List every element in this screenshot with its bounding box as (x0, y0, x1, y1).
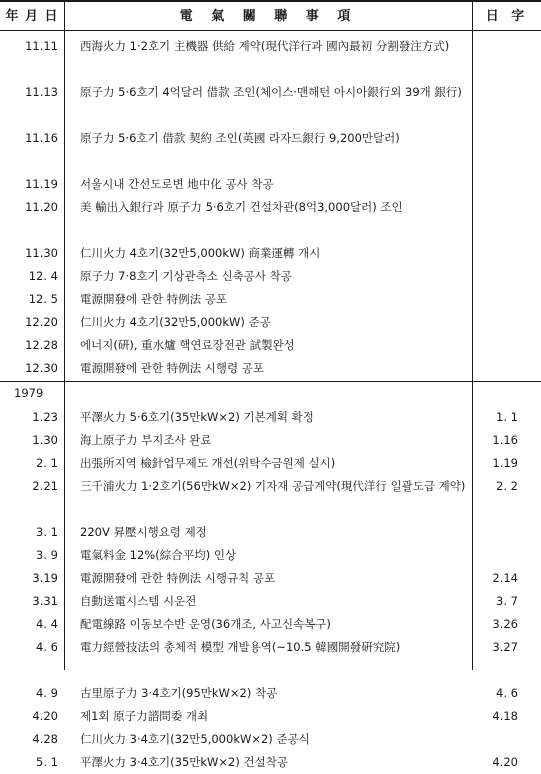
row-date: 11.16 (25, 131, 58, 145)
row-event: 自動送電시스템 시운전 (80, 594, 197, 608)
row-date: 1.23 (32, 410, 58, 424)
row-day: 4.18 (492, 709, 518, 723)
row-date: 12.20 (25, 315, 58, 329)
table-row (0, 728, 541, 751)
table-row (0, 288, 541, 311)
row-date: 12. 5 (28, 292, 58, 306)
row-date: 11.19 (25, 177, 58, 191)
table-row (0, 173, 541, 196)
row-event: 原子力 5·6호기 借款 契約 조인(英國 라자드銀行 9,200만달러) (80, 131, 400, 145)
row-date: 2. 1 (36, 456, 58, 470)
row-date: 12. 4 (28, 269, 58, 283)
row-date: 4. 6 (36, 640, 58, 654)
row-date: 1.30 (32, 433, 58, 447)
row-date: 11.30 (25, 246, 58, 260)
table-row (0, 81, 541, 127)
table-row (0, 567, 541, 590)
row-day: 3.26 (492, 617, 518, 631)
table-row (0, 406, 541, 429)
table-row (0, 242, 541, 265)
table-row (0, 429, 541, 452)
row-event: 海上原子力 부지조사 완료 (80, 433, 212, 447)
row-day: 1. 1 (496, 410, 518, 424)
row-date: 4. 9 (36, 686, 58, 700)
table-row (0, 35, 541, 81)
row-event: 電源開發에 관한 特例法 시행규칙 공포 (80, 571, 276, 585)
row-date: 4.20 (32, 709, 58, 723)
row-day: 3. 7 (496, 594, 518, 608)
table-row (0, 636, 541, 682)
row-date: 5. 1 (36, 755, 58, 769)
table-row (0, 311, 541, 334)
table-row (0, 521, 541, 544)
table-row (0, 613, 541, 636)
row-event: 仁川火力 4호기(32만5,000kW) 商業運轉 개시 (80, 246, 321, 260)
row-event: 原子力 7·8호기 기상관측소 신축공사 착공 (80, 269, 292, 283)
row-event: 제1회 原子力諮問委 개최 (80, 709, 209, 723)
row-date: 12.30 (25, 361, 58, 375)
row-date: 3. 9 (36, 548, 58, 562)
row-event: 仁川火力 3·4호기(32만5,000kW×2) 준공식 (80, 732, 310, 746)
row-event: 古里原子力 3·4호기(95만kW×2) 착공 (80, 686, 278, 700)
row-event: 平澤火力 5·6호기(35만kW×2) 기본계획 확정 (80, 410, 314, 424)
row-event: 에너지(硏), 重水爐 핵연료장전관 試製완성 (80, 338, 295, 352)
row-date: 3. 1 (36, 525, 58, 539)
row-event: 電氣料金 12%(綜合平均) 인상 (80, 548, 237, 562)
row-event: 220V 昇壓시행요령 제정 (80, 525, 207, 539)
row-event: 三千浦火力 1·2호기(56만kW×2) 기자재 공급계약(現代洋行 일괄도급 계약) (80, 479, 466, 493)
table-row (0, 452, 541, 475)
row-day: 3.27 (492, 640, 518, 654)
table-header (0, 0, 541, 31)
row-date: 4. 4 (36, 617, 58, 631)
row-date: 11.11 (25, 39, 58, 53)
table-row (0, 265, 541, 288)
row-date: 12.28 (25, 338, 58, 352)
table-row (0, 751, 541, 774)
row-event: 平澤火力 3·4호기(35만kW×2) 건설착공 (80, 755, 288, 769)
row-day: 2.14 (492, 571, 518, 585)
row-event: 電源開發에 관한 特例法 시행령 공포 (80, 361, 264, 375)
row-day: 4.20 (492, 755, 518, 769)
row-date: 4.28 (32, 732, 58, 746)
table-row (0, 590, 541, 613)
table-row (0, 127, 541, 173)
header-day: 日 字 (485, 9, 529, 24)
row-event: 美 輸出入銀行과 原子力 5·6호기 건설차관(8억3,000달러) 조인 (80, 200, 403, 214)
table-row (0, 544, 541, 567)
table-row (0, 334, 541, 357)
row-date: 11.13 (25, 85, 58, 99)
row-event: 出張所지역 檢針업무제도 개선(위탁수금원제 실시) (80, 456, 336, 470)
table-row (0, 357, 541, 380)
header-event: 電 氣 關 聯 事 項 (179, 9, 358, 24)
header-date: 年 月 日 (5, 9, 59, 24)
row-event: 電源開發에 관한 特例法 공포 (80, 292, 228, 306)
table-row (0, 196, 541, 242)
row-date: 2.21 (32, 479, 58, 493)
row-event: 電力經營技法의 총체적 模型 개발용역(~10.5 韓國開發硏究院) (80, 640, 401, 654)
row-day: 4. 6 (496, 686, 518, 700)
year-label: 1979 (14, 386, 44, 400)
row-date: 3.31 (32, 594, 58, 608)
row-event: 仁川火力 4호기(32만5,000kW) 준공 (80, 315, 271, 329)
row-event: 原子力 5·6호기 4억달러 借款 조인(체이스·맨해턴 아시아銀行외 39개 銀行) (80, 85, 462, 99)
row-event: 西海火力 1·2호기 主機器 供給 계약(現代洋行과 國內最初 分割發注方式) (80, 39, 450, 53)
row-day: 1.19 (492, 456, 518, 470)
table-row (0, 705, 541, 728)
row-day: 1.16 (492, 433, 518, 447)
table-row (0, 475, 541, 521)
row-date: 11.20 (25, 200, 58, 214)
table-row (0, 682, 541, 705)
row-event: 配電線路 이동보수반 운영(36개조, 사고신속복구) (80, 617, 331, 631)
row-event: 서울시내 간선도로변 地中化 공사 착공 (80, 177, 274, 191)
year-divider (0, 381, 541, 382)
row-date: 3.19 (32, 571, 58, 585)
row-day: 2. 2 (496, 479, 518, 493)
